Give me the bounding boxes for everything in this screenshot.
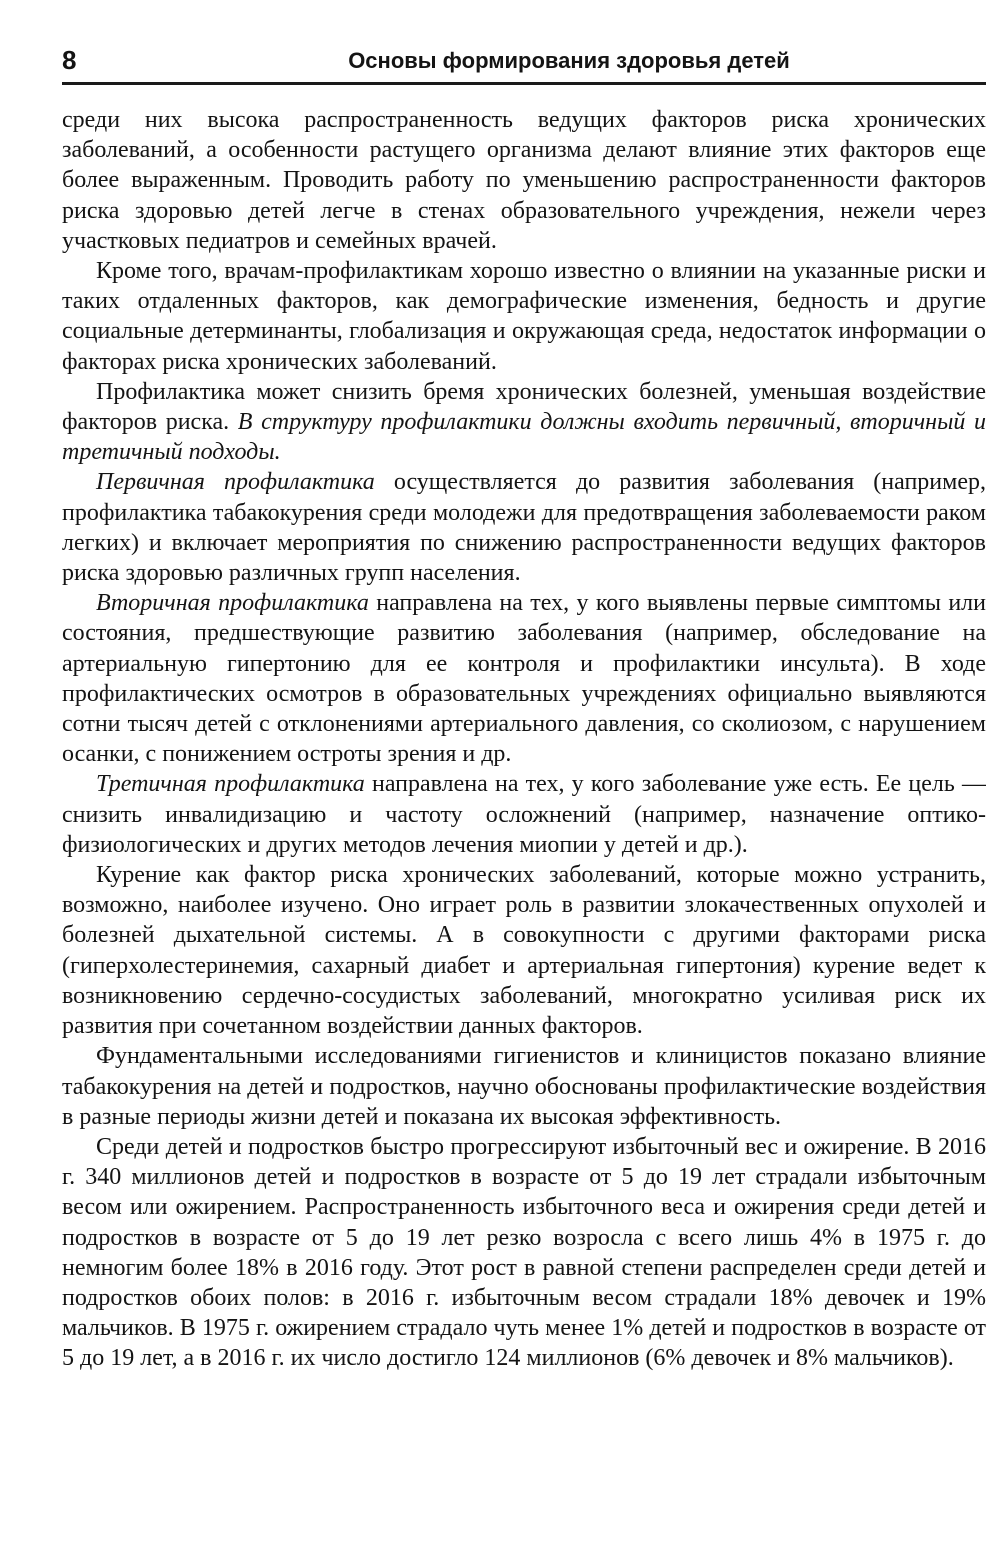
- paragraph-smoking: [62, 860, 986, 1041]
- body-text: [62, 105, 986, 1374]
- page-number: 8: [62, 45, 77, 75]
- paragraph-continuation: [62, 105, 986, 256]
- paragraph-secondary-prevention: [62, 588, 986, 769]
- paragraph-text: Кроме того, врачам-профилактикам хорошо известно о влиянии на указанные риски и таких отдаленных факторов, как демографические изменения, бедность и другие социальные детерминанты, глобализация и окружающая среда, недостаток информации о факторах риска хронических заболеваний.: [62, 258, 986, 375]
- paragraph-text: направлена на тех, у кого выявлены первые симптомы или состояния, предшествующие развитию заболевания (например, обследование на артериальную гипертонию для ее контроля и профилактики инсульта). В ходе профилактических осмотров в образовательных учреждениях официально выявляются сотни тысяч детей с отклонениями артериального давления, со сколиозом, с нарушением осанки, с понижением остроты зрения и др.: [62, 590, 986, 768]
- paragraph-risk-factors: [62, 256, 986, 377]
- book-page: [62, 40, 986, 1540]
- paragraph-prevention: [62, 377, 986, 468]
- paragraph-text: осуществляется до развития заболевания (например, профилактика табакокурения среди молодежи для предотвращения заболеваемости раком легких) и включает мероприятия по снижению распространенности ведущих факторов риска здоровью различных групп населения.: [62, 469, 986, 587]
- term-secondary-prevention: Вторичная профилактика: [96, 590, 369, 617]
- paragraph-obesity: [62, 1132, 986, 1374]
- term-primary-prevention: Первичная профилактика: [96, 469, 375, 496]
- running-title: Основы формирования здоровья детей: [348, 48, 790, 73]
- paragraph-text: Фундаментальными исследованиями гигиенистов и клиницистов показано влияние табакокурения на детей и подростков, научно обоснованы профилактические воздействия в разные периоды жизни детей и показана их высокая эффективность.: [62, 1043, 986, 1130]
- paragraph-text: среди них высока распространенность ведущих факторов риска хронических заболеваний, а особенности растущего организма делают влияние этих факторов еще более выраженным. Проводить работу по уменьшению распространенности факторов риска здоровью детей легче в стенах образовательного учреждения, нежели через участковых педиатров и семейных врачей.: [62, 107, 986, 254]
- paragraph-text: Профилактика может снизить бремя хронических болезней, уменьшая воздействие факторов риска.: [62, 378, 986, 436]
- paragraph-italic-text: В структуру профилактики должны входить первичный, вторичный и третичный подходы.: [62, 409, 986, 466]
- term-tertiary-prevention: Третичная профилактика: [96, 771, 365, 798]
- page-header: [62, 40, 986, 85]
- paragraph-primary-prevention: [62, 467, 986, 588]
- paragraph-text: направлена на тех, у кого заболевание уже есть. Ее цель — снизить инвалидизацию и частоту осложнений (например, назначение оптико-физиологических и других методов лечения миопии у детей и др.).: [62, 771, 986, 858]
- paragraph-text: Среди детей и подростков быстро прогрессируют избыточный вес и ожирение. В 2016 г. 340 миллионов детей и подростков в возрасте от 5 до 19 лет страдали избыточным весом или ожирением. Распространенность избыточного веса и ожирения среди детей и подростков в возрасте от 5 до 19 лет резко возросла с всего лишь 4% в 1975 г. до немногим более 18% в 2016 году. Этот рост в равной степени распределен среди детей и подростков обоих полов: в 2016 г. избыточным весом страдали 18% девочек и 19% мальчиков. В 1975 г. ожирением страдало чуть менее 1% детей и подростков в возрасте от 5 до 19 лет, а в 2016 г. их число достигло 124 миллионов (6% девочек и 8% мальчиков).: [62, 1133, 986, 1372]
- paragraph-tertiary-prevention: [62, 769, 986, 860]
- paragraph-text: Курение как фактор риска хронических заболеваний, которые можно устранить, возможно, наиболее изучено. Оно играет роль в развитии злокачественных опухолей и болезней дыхательной системы. А в совокупности с другими факторами риска (гиперхолестеринемия, сахарный диабет и артериальная гипертония) курение ведет к возникновению сердечно-сосудистых заболеваний, многократно усиливая риск их развития при сочетанном воздействии данных факторов.: [62, 862, 986, 1040]
- paragraph-research: [62, 1041, 986, 1132]
